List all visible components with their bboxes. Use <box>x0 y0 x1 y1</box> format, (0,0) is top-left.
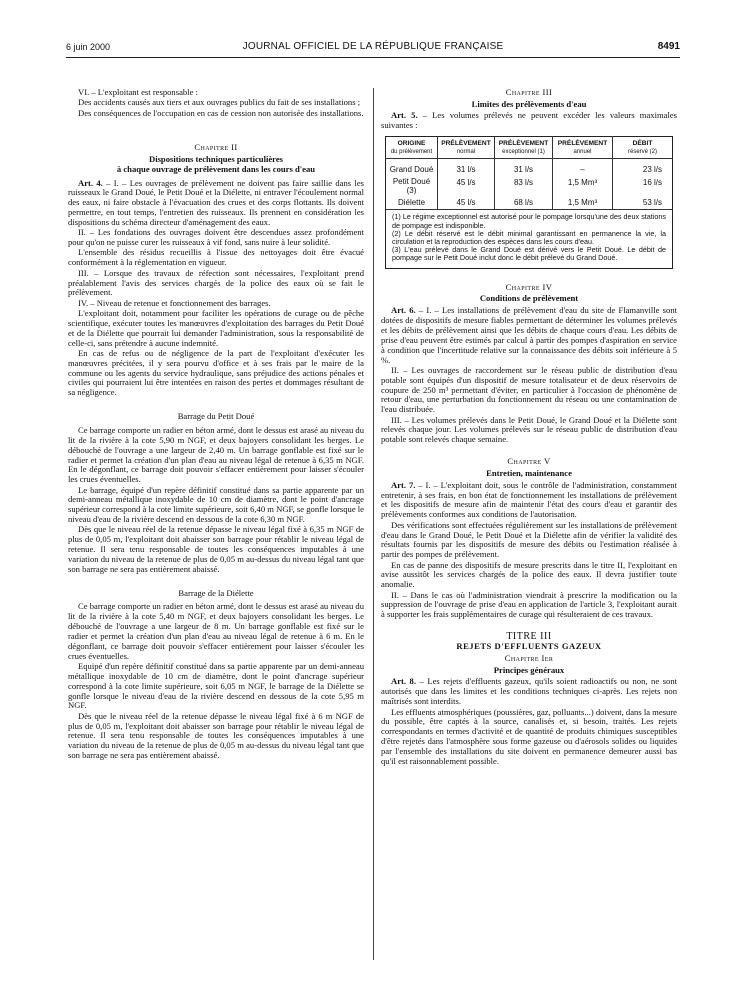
table-cell: 23 l/s <box>613 159 673 177</box>
article-7-label: Art. 7. <box>391 479 416 490</box>
article-7-para-4: II. – Dans le cas où l'administration viendrait à prescrire la modification ou la suppression de l'ouvrage de prise d'eau en application de l'article 3, l'exploitant aurait à supporter les frais supplémentaires de curage qui résulteraient de ces travaux. <box>381 589 677 620</box>
table-cell: 16 l/s <box>613 176 673 196</box>
table-cell: 83 l/s <box>495 176 553 196</box>
table-row <box>386 159 673 177</box>
vi-paragraph-2: Des conséquences de l'occupation en cas de cession non autorisée des installations. <box>78 107 364 118</box>
table-cell: Grand Doué <box>389 165 434 175</box>
vi-heading: VI. – L'exploitant est responsable : <box>78 87 198 97</box>
dielette-para-3: Dès que le niveau réel de la retenue dépasse le niveau légal fixé à 6 m NGF de plus de 0,05 m, l'exploitant doit abaisser son barrage pour rétablir le niveau légal de retenue. Il sera tenu responsable de toutes les conséquences imputables à une variation du niveau de la retenue de plus de 0,05 m au-dessus du niveau légal tant que son barrage ne sera pas entièrement abaissé. <box>68 710 364 761</box>
article-4-para-2: II. – Les fondations des ouvrages doivent être descendues assez profondément pour qu'on ne puisse curer les ruisseaux à vif fond, sans nuire à leur solidité. <box>68 227 364 248</box>
article-4-para-1: Art. 4. – I. – Les ouvrages de prélèvement ne doivent pas faire saillie dans les ruisseaux le Grand Doué, le Petit Doué et la Diélette, ni entraver l'écoulement normal des eaux, ni faire obstacle à l'évacuation des crues et des corps flottants. Ils doivent permettre, en tout temps, l'entretien des ruisseaux. Ils prennent en considération les dispositions du schéma directeur d'aménagement des eaux. <box>68 177 364 227</box>
chapter-3-label: Chapitre III <box>505 87 553 97</box>
table-header-origin: ORIGINE du prélèvement <box>386 137 438 159</box>
table-cell: – <box>553 159 613 177</box>
article-5-text: Art. 5. – Les volumes prélevés ne peuvent excéder les valeurs maximales suivantes : <box>381 109 677 130</box>
chapter-4-title: Conditions de prélèvement <box>479 293 579 304</box>
table-cell: 53 l/s <box>613 196 673 210</box>
column-divider <box>373 88 374 960</box>
vi-paragraph-1: Des accidents causés aux tiers et aux ouvrages publics du fait de ses installations ; <box>78 97 361 108</box>
petit-doue-para-3: Dès que le niveau réel de la retenue dépasse le niveau légal fixé à 6,35 m NGF de plus de 0,05 m, l'exploitant doit abaisser son barrage pour rétablir le niveau légal de retenue. Il sera tenu responsable de toutes les conséquences imputables à une variation du niveau de la retenue de plus de 0,05 m au-dessus du niveau légal tant que son barrage ne sera pas entièrement abaissé. <box>68 524 364 574</box>
table-note-2: (2) Le débit réservé est le débit minimal garantissant en permanence la vie, la circulation et la reproduction des espèces dans les cours d'eau. <box>392 228 666 246</box>
table-cell: 45 l/s <box>438 176 495 196</box>
table-note-1: (1) Le régime exceptionnel est autorisé pour le pompage lorsqu'une des deux stations de pompage est indisponible. <box>392 212 666 230</box>
dielette-para-1: Ce barrage comporte un radier en béton armé, dont le dessus est arasé au niveau du lit de la rivière à la cote 5,40 m NGF, et deux bajoyers consolidant les berges. Le débouché de l'ouvrage a une largeur de 8 m. Un barrage gonflable est fixé sur le radier et permet la création d'un plan d'eau au niveau légal de retenue à 6 m. En le dégonflant, ce barrage doit pouvoir s'effacer entièrement pour laisser s'écouler les crues éventuelles. <box>68 601 364 661</box>
article-8-para-1: Art. 8. – Les rejets d'effluents gazeux, qu'ils soient radioactifs ou non, ne sont autorisés que dans les limites et les conditions techniques ci-après. Les rejets non maîtrisés sont interdits. <box>381 676 678 707</box>
table-cell: 31 l/s <box>438 159 495 177</box>
petit-doue-para-1: Ce barrage comporte un radier en béton armé, dont le dessus est arasé au niveau du lit de la rivière à la cote 5,90 m NGF, et deux bajoyers consolidant les berges. Le débouché de l'ouvrage a une largeur de 2,40 m. Un barrage gonflable est fixé sur le radier et permet la création d'un plan d'eau au niveau légal de retenue à 6,35 m NGF. En le dégonflant, ce barrage doit pouvoir s'effacer entièrement pour laisser s'écouler les crues éventuelles. <box>68 424 364 485</box>
chapter-3-title: Limites des prélèvements d'eau <box>471 98 587 109</box>
table-row <box>386 196 673 210</box>
table-notes <box>386 210 673 268</box>
dielette-heading: Barrage de la Diélette <box>178 587 254 598</box>
article-4-para-6: L'exploitant doit, notamment pour faciliter les opérations de curage ou de pêche scientifique, exécuter toutes les manœuvres d'exploitation des barrages du Petit Doué et de la Diélette que pourrait lui demander l'administration, sous la responsabilité de celle-ci, sans prétendre à aucune indemnité. <box>68 308 364 348</box>
table-note-3: (3) L'eau prélevé dans le Grand Doué est dérivé vers le Petit Doué. Le débit de pompage sur le Petit Doué inclut donc le débit prélevé du Grand Doué. <box>392 245 666 263</box>
page-number: 8491 <box>657 41 680 52</box>
chapter-2-title-line-1: Dispositions techniques particulières <box>148 153 283 164</box>
article-6-para-1: Art. 6. – I. – Les installations de prélèvement d'eau du site de Flamanville sont dotées de dispositifs de mesure fiables permettant de déterminer les volumes prélevés et les débits de prélèvement ainsi que les débits de chaque cours d'eau. Les débits de prise d'eau peuvent être estimés par calcul à partir des pompes d'aspiration en service à condition que l'incertitude relative sur la connaissance des débits soit inférieure à 5 %. <box>381 305 678 365</box>
article-4-para-3: L'ensemble des résidus recueillis à l'issue des nettoyages doit être évacué conformément à la réglementation en vigueur. <box>68 247 364 268</box>
page-header <box>66 40 680 56</box>
chapter-4-label: Chapitre IV <box>505 281 553 292</box>
article-6-para-2: II. – Les ouvrages de raccordement sur le réseau public de distribution d'eau potable sont équipés d'un dispositif de mesure totalisateur et de deux réservoirs de coupure de 250 m³ permettant d'éviter, en particulier à l'occasion de phénomène de retour d'eau, une perturbation du fonctionnement du réseau ou une contamination de l'eau distribuée. <box>381 364 677 415</box>
table-header-normal: PRÉLÈVEMENT normal <box>438 137 495 159</box>
article-7-para-1: Art. 7. – I. – L'exploitant doit, sous le contrôle de l'administration, constamment entretenir, à ses frais, en bon état de fonctionnement les installations de prélèvement et les dispositifs de mesure afin de maintenir l'état des cours d'eau et garantir des prélèvements conformes aux conditions de l'autorisation. <box>381 479 677 520</box>
article-7-para-2: Des vérifications sont effectuées régulièrement sur les installations de prélèvement d'eau dans le Grand Doué, le Petit Doué et la Diélette afin de vérifier la validité des résultats fournis par les dispositifs de mesure des débits ou l'estimation réalisée à partir des pompes de prélèvement. <box>381 519 677 560</box>
table-header-row <box>386 137 673 159</box>
chapter-5-title: Entretien, maintenance <box>486 467 572 478</box>
dielette-para-2: Equipé d'un repère définitif constitué dans sa partie apparente par un demi-anneau métallique inoxydable de 10 cm de diamètre, dont le point d'ancrage supérieur correspond à la cote limite supérieure, soit 6,05 m NGF, le barrage de la Diélette se gonfle lorsque le niveau d'eau de la rivière descend en dessous de la cote 5,95 m NGF. <box>68 661 364 711</box>
article-8-para-2: Les effluents atmosphériques (poussières, gaz, polluants...) doivent, dans la mesure du possible, être captés à la source, canalisés et, si besoin, traités. Les rejets correspondants en termes d'activité et de quantité de produits chimiques susceptibles d'être rejetés dans l'atmosphère sous forme gazeuse ou d'aérosols solides ou liquides par l'ensemble des installations du site doivent en permanence demeurer aussi bas qu'il est raisonnablement possible. <box>381 706 677 766</box>
table-cell: 68 l/s <box>495 196 553 210</box>
table-cell: 1,5 Mm³ <box>553 196 613 210</box>
left-column <box>68 88 364 761</box>
table-cell: Diélette <box>397 198 426 208</box>
title-3-title: REJETS D'EFFLUENTS GAZEUX <box>456 640 602 651</box>
article-7-para-3: En cas de panne des dispositifs de mesure prescrits dans le titre II, l'exploitant en avise aussitôt les services chargés de la police des eaux. Il devra justifier toute anomalie. <box>381 559 677 590</box>
petit-doue-heading: Barrage du Petit Doué <box>177 411 255 422</box>
article-6-label: Art. 6. <box>391 305 416 316</box>
table-header-reserved-flow: DÉBIT réservé (2) <box>613 137 673 159</box>
header-rule <box>66 57 680 58</box>
article-6-para-3: III. – Les volumes prélevés dans le Petit Doué, le Grand Doué et la Diélette sont relevés chaque jour. Les volumes prélevés sur le réseau public de distribution d'eau potable sont relevés chaque semaine. <box>381 414 677 445</box>
table-row <box>386 176 673 196</box>
table-header-exceptional: PRÉLÈVEMENT exceptionnel (1) <box>495 137 553 159</box>
page-date: 6 juin 2000 <box>66 42 111 52</box>
article-4-para-4: III. – Lorsque des travaux de réfection sont nécessaires, l'exploitant prend préalablement l'avis des services chargés de la police des eaux où se fait le prélèvement. <box>68 267 364 298</box>
table-cell: 1,5 Mm³ <box>553 176 613 196</box>
table-header-annual: PRÉLÈVEMENT annuel <box>553 137 613 159</box>
table-cell: 31 l/s <box>495 159 553 177</box>
article-5-label: Art. 5. <box>391 109 418 120</box>
chapter-1-label: Chapitre Ier <box>504 652 554 663</box>
chapter-2-label: Chapitre II <box>194 142 238 153</box>
right-column <box>381 88 677 767</box>
article-8-label: Art. 8. <box>391 676 417 687</box>
chapter-2-title-line-2: à chaque ouvrage de prélèvement dans les cours d'eau <box>116 163 316 174</box>
article-4-para-7: En cas de refus ou de négligence de la part de l'exploitant d'exécuter les manœuvres précitées, il y sera pourvu d'office et à ses frais par le maire de la commune ou les agents du service hydraulique, sans préjudice des actions pénales et civiles qui pourraient lui être intentées en raison des pertes et dommages résultant de sa négligence. <box>68 347 364 398</box>
withdrawal-limits-table <box>385 136 673 268</box>
chapter-1-title: Principes généraux <box>493 664 565 675</box>
table-notes-row <box>386 210 673 268</box>
table-cell: Petit Doué (3) <box>392 177 431 196</box>
article-4-para-5: IV. – Niveau de retenue et fonctionnement des barrages. <box>78 297 271 308</box>
chapter-5-label: Chapitre V <box>507 456 551 467</box>
article-4-label: Art. 4. <box>78 177 103 188</box>
petit-doue-para-2: Le barrage, équipé d'un repère définitif constitué dans sa partie apparente par un demi-anneau métallique inoxydable de 10 cm de diamètre, dont le point d'ancrage supérieur correspond à la cote limite supérieure, soit 6,40 m NGF, se gonfle lorsque le niveau d'eau de la rivière descend en dessous de la cote 6,30 m NGF. <box>68 484 364 525</box>
journal-title: JOURNAL OFFICIEL DE LA RÉPUBLIQUE FRANÇAISE <box>242 41 504 52</box>
chapter-2-title <box>68 155 364 175</box>
title-3-label: TITRE III <box>506 631 552 643</box>
table-cell: 45 l/s <box>438 196 495 210</box>
